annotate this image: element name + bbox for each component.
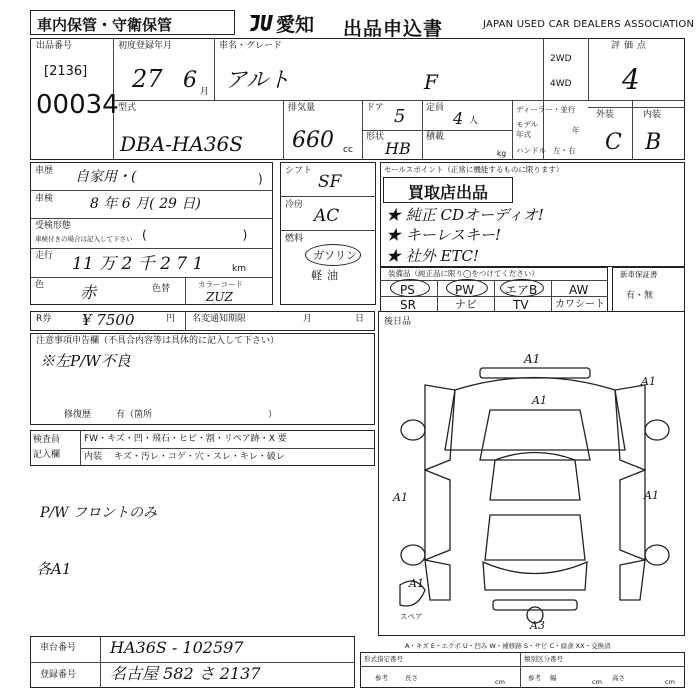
history-value: 自家用・(	[75, 169, 137, 185]
fuel-selection-circle	[305, 244, 361, 266]
damage-mark-a1-hood: A1	[524, 352, 541, 366]
exterior-value: C	[605, 130, 622, 155]
damage-legend: A・キズ E・エクボ U・凹み W・補修跡 S・サビ C・腐食 XX・交換済	[405, 642, 611, 650]
sales-point-2: ★ キーレスキー!	[386, 226, 502, 244]
equip-airbag: エアB	[505, 283, 538, 297]
pw-circle	[446, 279, 488, 297]
name-change-day: 日	[355, 314, 365, 324]
displacement-label: 排気量	[288, 103, 316, 113]
ac-value: AC	[314, 206, 340, 226]
spare-label: スペア	[400, 612, 423, 621]
warranty-options: 有・無	[626, 291, 654, 301]
shaken-label: 車検	[35, 194, 54, 204]
color-label: 色	[35, 280, 45, 290]
model-label: 型式	[118, 103, 137, 113]
width-label: 幅	[550, 674, 557, 682]
inspector-inner-label: 内装	[84, 452, 103, 462]
spec-box	[360, 652, 685, 688]
cc-unit: cc	[343, 145, 353, 155]
model-year-char: 年	[572, 126, 580, 135]
lot-label: 出品番号	[36, 41, 73, 51]
color-value: 赤	[80, 283, 97, 302]
fuel-gasoline: ガソリン	[313, 249, 357, 262]
mileage-value: 11 万 2 千 2 7 1	[72, 254, 204, 274]
doors-value: 5	[394, 106, 406, 127]
equip-leather-seat: カワシート	[555, 299, 605, 310]
shaken-value: 8 年 6 月( 29 日)	[90, 196, 201, 212]
airbag-circle	[500, 279, 544, 297]
fuel-diesel: 軽油	[311, 269, 343, 282]
drive-4wd: 4WD	[550, 79, 572, 89]
damage-mark-a3-rear: A3	[530, 619, 545, 632]
drive-2wd: 2WD	[550, 54, 572, 64]
history-close: )	[258, 172, 263, 186]
equip-aw: AW	[569, 283, 589, 297]
recycle-unit: 円	[166, 314, 176, 324]
equip-ps: PS	[400, 283, 415, 297]
displacement-value: 660	[292, 128, 334, 153]
damage-mark-a1-front-right: A1	[641, 375, 656, 388]
inspector-inner-terms: キズ・汚レ・コゲ・穴・スレ・キレ・破レ	[114, 452, 285, 462]
fuel-label: 燃料	[285, 234, 304, 244]
ref-label-2: 参考	[528, 674, 541, 682]
inspector-outer-terms: FW・キズ・凹・飛石・ヒビ・割・リペア跡・X 要	[84, 434, 287, 444]
dealer-label: ディーラー・並行	[516, 105, 576, 114]
car-body-diagram	[395, 350, 670, 630]
svg-text:愛知: 愛知	[276, 14, 315, 35]
color-change-label: 色替	[152, 284, 171, 294]
length-label: 長さ	[405, 674, 418, 682]
color-code-label: カラーコード	[198, 280, 243, 289]
form-title: 出品申込書	[343, 18, 444, 40]
score-value: 4	[622, 63, 640, 96]
designated-number-label: 形式指定番号	[364, 655, 403, 663]
receive-note: 車検付きの場合は記入して下さい	[35, 235, 133, 243]
repair-close: ）	[268, 410, 278, 420]
equip-tv: TV	[513, 298, 529, 312]
month-suffix: 月	[200, 87, 210, 97]
equip-navi: ナビ	[455, 298, 477, 311]
first-reg-year: 27	[132, 65, 163, 93]
notes-line-1: ※左P/W不良	[40, 352, 131, 370]
doors-label: ドア	[366, 103, 384, 113]
car-name-label: 車名・グレード	[219, 41, 283, 51]
lot-bracket: [2136]	[44, 64, 88, 79]
model-year-label2: 年式	[516, 130, 531, 139]
kaitori-stamp: 買取店出品	[383, 177, 513, 203]
color-code-value: ZUZ	[206, 290, 233, 304]
damage-mark-a1-bonnet: A1	[532, 394, 547, 407]
model-value: DBA-HA36S	[120, 132, 243, 156]
shift-label: シフト	[285, 166, 313, 176]
inspector-comment-2: 各A1	[36, 560, 72, 578]
association-name: JAPAN USED CAR DEALERS ASSOCIATION	[483, 19, 695, 30]
load-label: 積載	[426, 132, 445, 142]
equipment-label: 装備品（純正品に限り◯をつけてください）	[388, 269, 539, 278]
height-label: 高さ	[612, 674, 625, 682]
capacity-value: 4	[453, 109, 464, 128]
body-value: HB	[385, 139, 411, 158]
interior-label: 内装	[643, 110, 662, 120]
sales-label: セールスポイント（正常に機能するものに限ります）	[384, 165, 564, 174]
chassis-label: 車台番号	[40, 643, 77, 653]
shift-value: SF	[318, 172, 342, 192]
damage-mark-a1-rear-left: A1	[409, 577, 424, 590]
width-cm: cm	[592, 678, 602, 686]
equip-pw: PW	[455, 283, 475, 297]
recycle-value: ¥ 7500	[82, 311, 135, 329]
ps-circle	[390, 279, 430, 297]
height-cm: cm	[665, 678, 675, 686]
equip-sr: SR	[400, 298, 416, 312]
model-year-label1: モデル	[516, 120, 539, 129]
car-name: アルト	[225, 68, 291, 93]
damage-mark-a1-left: A1	[393, 491, 408, 504]
sales-point-1: ★ 純正 CDオーディオ!	[386, 206, 544, 224]
kg-unit: kg	[497, 149, 507, 158]
first-reg-month: 6	[183, 68, 197, 93]
name-change-month: 月	[303, 314, 313, 324]
first-reg-label: 初度登録年月	[118, 41, 173, 51]
sales-point-3: ★ 社外 ETC!	[386, 247, 479, 265]
lot-number: 00034	[36, 90, 119, 120]
inspector-comment-1: P/W フロントのみ	[40, 505, 157, 521]
length-cm: cm	[495, 678, 505, 686]
exterior-label: 外装	[596, 110, 615, 120]
interior-value: B	[645, 130, 662, 155]
rear-items-label: 後日品	[384, 317, 412, 327]
capacity-label: 定員	[426, 103, 445, 113]
handle-options: 左・右	[553, 146, 576, 155]
notes-label: 注意事項申告欄（不具合内容等は具体的に記入して下さい）	[36, 336, 280, 346]
score-label: 評価点	[611, 41, 651, 51]
chassis-value: HA36S - 102597	[110, 638, 244, 657]
storage-title: 車内保管・守衛保管	[30, 10, 235, 35]
km-unit: km	[232, 264, 246, 274]
registration-label: 登録番号	[40, 670, 77, 680]
repair-label: 修復歴	[64, 410, 92, 420]
grade: F	[424, 70, 438, 94]
ac-label: 冷房	[285, 200, 304, 210]
capacity-unit: 人	[469, 116, 479, 126]
category-number-label: 類別区分番号	[524, 655, 563, 663]
recycle-label: R券	[36, 314, 52, 324]
handle-label: ハンドル	[516, 146, 546, 155]
damage-mark-a1-right: A1	[644, 489, 659, 502]
ju-aichi-logo	[246, 11, 342, 35]
receive-label: 受検形態	[35, 221, 72, 231]
body-label: 形状	[366, 132, 385, 142]
repair-value: 有（箇所	[116, 410, 153, 420]
history-label: 車歴	[35, 166, 54, 176]
inspector-label-2: 記入欄	[33, 450, 61, 460]
mileage-label: 走行	[35, 251, 54, 261]
ref-label: 参考	[375, 674, 388, 682]
receive-paren: ( )	[142, 228, 248, 242]
registration-value: 名古屋 582 さ 2137	[110, 664, 261, 683]
name-change-label: 名変通知期限	[192, 314, 247, 324]
warranty-label: 新車保証書	[620, 270, 658, 279]
inspector-label-1: 検査員	[33, 435, 61, 445]
